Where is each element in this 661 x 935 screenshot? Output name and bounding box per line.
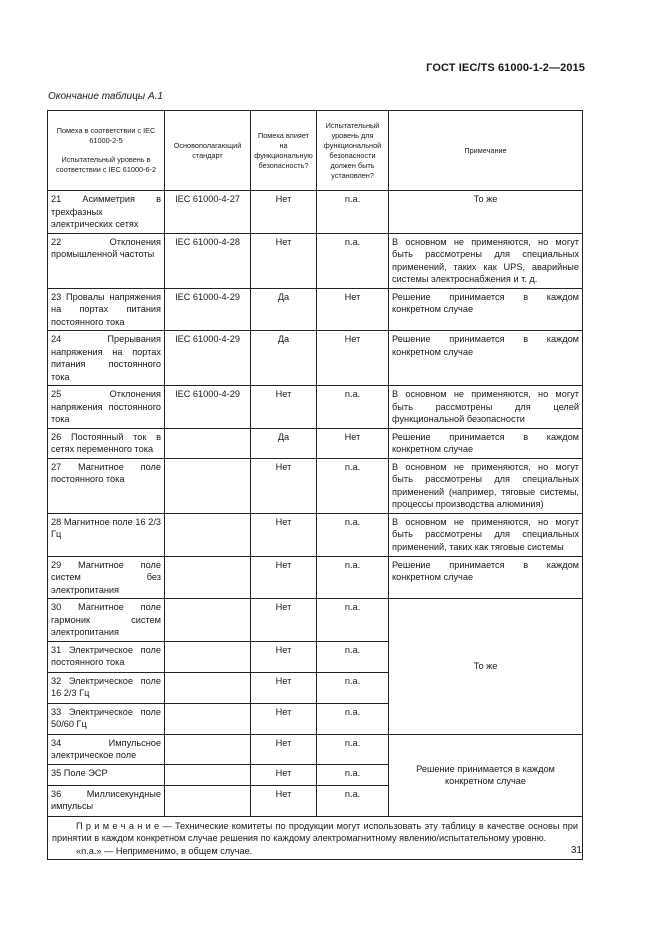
level-cell: n.a.: [317, 734, 389, 764]
affects-cell: Нет: [251, 764, 317, 785]
phenomenon-cell: 35 Поле ЭСР: [48, 764, 165, 785]
phenomenon-cell: 34 Импульсное электрическое поле: [48, 734, 165, 764]
affects-cell: Нет: [251, 785, 317, 816]
affects-cell: Нет: [251, 556, 317, 599]
affects-cell: Нет: [251, 513, 317, 556]
footnote-label: П р и м е ч а н и е: [76, 820, 160, 831]
level-cell: n.a.: [317, 672, 389, 703]
header-test-level: Испытательный уровень для функциональной безопасности должен быть установлен?: [317, 111, 389, 191]
phenomenon-cell: 29 Магнитное поле систем без электропитания: [48, 556, 165, 599]
level-cell: n.a.: [317, 641, 389, 672]
affects-cell: Нет: [251, 641, 317, 672]
phenomenon-cell: 32 Электрическое поле 16 2/3 Гц: [48, 672, 165, 703]
affects-cell: Да: [251, 288, 317, 331]
standard-cell: [165, 703, 251, 734]
level-cell: n.a.: [317, 233, 389, 288]
note-cell: Решение принимается в каждом конкретном случае: [389, 556, 583, 599]
phenomenon-cell: 30 Магнитное поле гармоник систем электропитания: [48, 599, 165, 642]
level-cell: n.a.: [317, 785, 389, 816]
phenomenon-cell: 22 Отклонения промышленной частоты: [48, 233, 165, 288]
table-row: [48, 386, 583, 429]
header-phenomenon-part2: Испытательный уровень в соответствии с IEC 61000-6-2: [55, 155, 157, 174]
affects-cell: Нет: [251, 734, 317, 764]
footnote-text: — Технические комитеты по продукции могут использовать эту таблицу в качестве основы при принятии в каждом конкретном случае решения по каждому электромагнитному явлению/испытательному уровню.: [52, 820, 578, 843]
note-cell: В основном не применяются, но могут быть рассмотрены для специальных применений (например, тяговые системы, процессы производства алюминия): [389, 458, 583, 513]
phenomenon-cell: 31 Электрическое поле постоянного тока: [48, 641, 165, 672]
footnote-na-definition: «n.a.» — Неприменимо, в общем случае.: [76, 845, 253, 856]
header-basic-standard: Основополагающий стандарт: [165, 111, 251, 191]
table-row: [48, 233, 583, 288]
level-cell: Нет: [317, 288, 389, 331]
header-phenomenon: [48, 111, 165, 191]
standard-cell: [165, 458, 251, 513]
note-cell: В основном не применяются, но могут быть рассмотрены для целей функциональной безопасности: [389, 386, 583, 429]
level-cell: Нет: [317, 428, 389, 458]
table-row: [48, 191, 583, 234]
standard-cell: IEC 61000-4-29: [165, 288, 251, 331]
table-caption: Окончание таблицы А.1: [48, 91, 163, 102]
affects-cell: Нет: [251, 458, 317, 513]
merged-note-cell: То же: [389, 599, 583, 735]
phenomenon-cell: 36 Миллисекундные импульсы: [48, 785, 165, 816]
standard-cell: [165, 428, 251, 458]
page-number: 31: [570, 845, 582, 856]
phenomenon-cell: 26 Постоянный ток в сетях переменного тока: [48, 428, 165, 458]
level-cell: n.a.: [317, 703, 389, 734]
level-cell: n.a.: [317, 599, 389, 642]
table-header-row: [48, 111, 583, 191]
standard-cell: IEC 61000-4-27: [165, 191, 251, 234]
table-row: [48, 428, 583, 458]
table-row: [48, 556, 583, 599]
table-row: [48, 331, 583, 386]
phenomenon-cell: 21 Асимметрия в трехфазных электрических сетях: [48, 191, 165, 234]
phenomenon-cell: 33 Электрическое поле 50/60 Гц: [48, 703, 165, 734]
standard-cell: [165, 785, 251, 816]
level-cell: Нет: [317, 331, 389, 386]
standard-code: ГОСТ IEC/TS 61000-1-2—2015: [426, 62, 585, 74]
table-row: [48, 288, 583, 331]
standard-cell: [165, 672, 251, 703]
affects-cell: Да: [251, 428, 317, 458]
note-cell: Решение принимается в каждом конкретном случае: [389, 428, 583, 458]
phenomena-table: [47, 110, 583, 860]
level-cell: n.a.: [317, 556, 389, 599]
table-row: [48, 513, 583, 556]
standard-cell: [165, 513, 251, 556]
standard-cell: [165, 764, 251, 785]
level-cell: n.a.: [317, 386, 389, 429]
standard-cell: [165, 734, 251, 764]
affects-cell: Нет: [251, 191, 317, 234]
standard-cell: [165, 556, 251, 599]
note-cell: В основном не применяются, но могут быть рассмотрены для специальных применений, таких как тяговые системы: [389, 513, 583, 556]
standard-cell: [165, 599, 251, 642]
level-cell: n.a.: [317, 764, 389, 785]
level-cell: n.a.: [317, 458, 389, 513]
affects-cell: Нет: [251, 672, 317, 703]
standard-cell: [165, 641, 251, 672]
standard-cell: IEC 61000-4-29: [165, 331, 251, 386]
level-cell: n.a.: [317, 191, 389, 234]
phenomenon-cell: 23 Провалы напряжения на портах питания постоянного тока: [48, 288, 165, 331]
affects-cell: Нет: [251, 599, 317, 642]
phenomenon-cell: 27 Магнитное поле постоянного тока: [48, 458, 165, 513]
merged-note-cell: Решение принимается в каждом конкретном случае: [389, 734, 583, 816]
table-footnote: [48, 816, 583, 860]
phenomenon-cell: 28 Магнитное поле 16 2/3 Гц: [48, 513, 165, 556]
header-affects-safety: Помеха влияет на функциональную безопасность?: [251, 111, 317, 191]
table-row: [48, 599, 583, 642]
note-cell: То же: [389, 191, 583, 234]
phenomenon-cell: 24 Прерывания напряжения на портах питания постоянного тока: [48, 331, 165, 386]
header-note: Примечание: [389, 111, 583, 191]
affects-cell: Нет: [251, 233, 317, 288]
table-row: [48, 458, 583, 513]
table-footnote-row: [48, 816, 583, 860]
table-row: [48, 734, 583, 764]
note-cell: Решение принимается в каждом конкретном случае: [389, 288, 583, 331]
phenomenon-cell: 25 Отклонения напряжения постоянного тока: [48, 386, 165, 429]
header-phenomenon-part1: Помеха в соответствии с IEC 61000-2-5: [56, 126, 156, 145]
standard-cell: IEC 61000-4-29: [165, 386, 251, 429]
level-cell: n.a.: [317, 513, 389, 556]
affects-cell: Нет: [251, 703, 317, 734]
standard-cell: IEC 61000-4-28: [165, 233, 251, 288]
note-cell: В основном не применяются, но могут быть рассмотрены для специальных применений, таких как UPS, аварийные системы электроснабжения и т. д.: [389, 233, 583, 288]
affects-cell: Да: [251, 331, 317, 386]
note-cell: Решение принимается в каждом конкретном случае: [389, 331, 583, 386]
affects-cell: Нет: [251, 386, 317, 429]
